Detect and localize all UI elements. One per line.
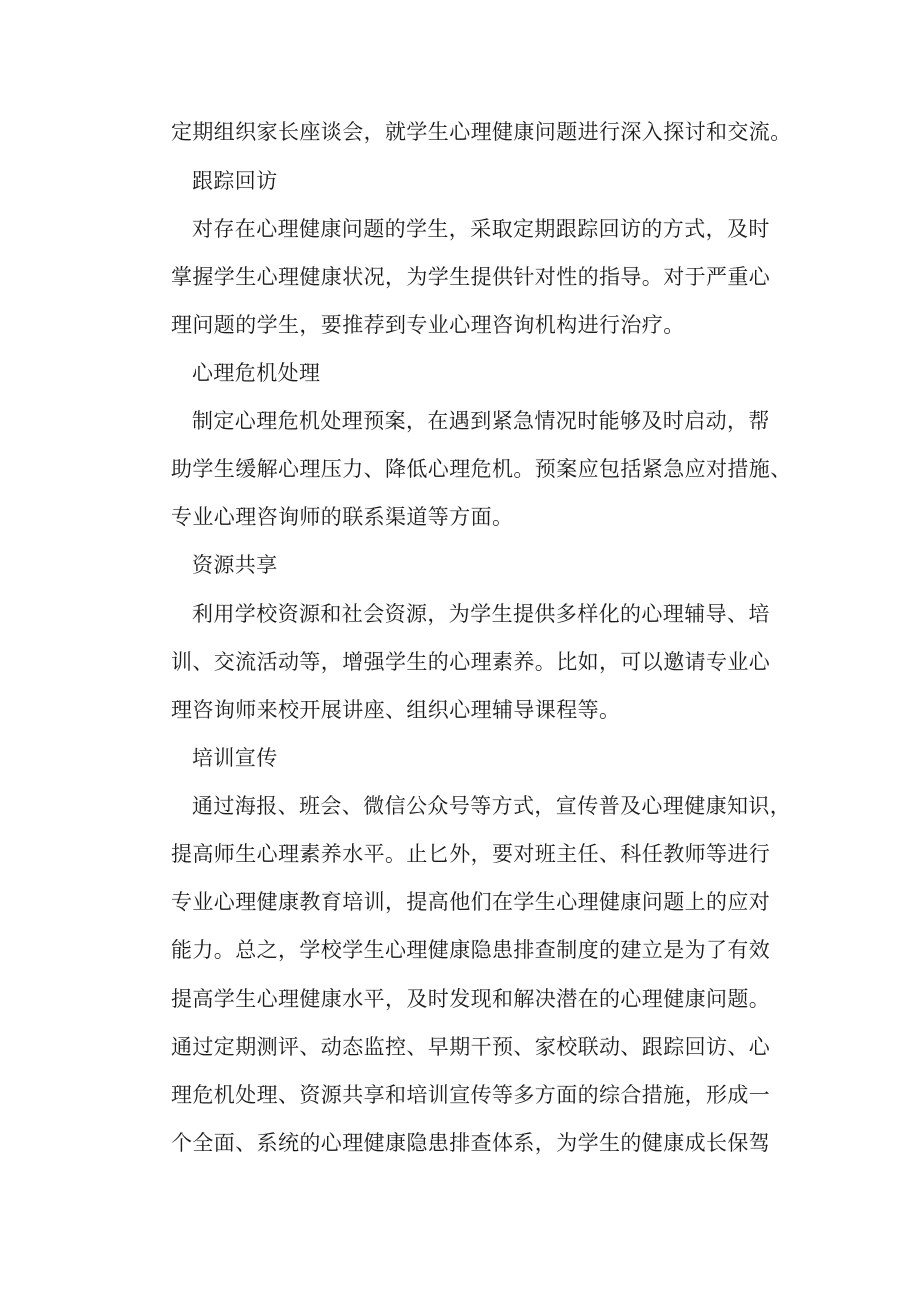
body-text-line: 能力。总之，学校学生心理健康隐患排查制度的建立是为了有效 — [171, 938, 771, 962]
body-text-line: 理问题的学生，要推荐到专业心理咨询机构进行治疗。 — [171, 313, 685, 337]
section-heading-followup: 跟踪回访 — [192, 169, 278, 193]
body-text-line: 掌握学生心理健康状况，为学生提供针对性的指导。对于严重心 — [171, 265, 771, 289]
body-text-line: 提高学生心理健康水平，及时发现和解决潜在的心理健康问题。 — [171, 987, 771, 1011]
body-text-line: 制定心理危机处理预案，在遇到紧急情况时能够及时启动，帮 — [192, 409, 770, 433]
body-text-line: 助学生缓解心理压力、降低心理危机。预案应包括紧急应对措施、 — [171, 457, 792, 481]
body-text-line: 定期组织家长座谈会，就学生心理健康问题进行深入探讨和交流。 — [171, 120, 792, 144]
body-text-line: 专业心理咨询师的联系渠道等方面。 — [171, 505, 514, 529]
body-text-line: 理危机处理、资源共享和培训宣传等多方面的综合措施，形成一 — [171, 1083, 771, 1107]
body-text-line: 通过定期测评、动态监控、早期干预、家校联动、跟踪回访、心 — [171, 1035, 771, 1059]
section-heading-crisis: 心理危机处理 — [192, 361, 321, 385]
body-text-line: 提高师生心理素养水平。止匕外，要对班主任、科任教师等进行 — [171, 842, 771, 866]
body-text-line: 对存在心理健康问题的学生，采取定期跟踪回访的方式，及时 — [192, 217, 770, 241]
section-heading-resources: 资源共享 — [192, 553, 278, 577]
body-text-line: 训、交流活动等，增强学生的心理素养。比如，可以邀请专业心 — [171, 650, 771, 674]
body-text-line: 个全面、系统的心理健康隐患排查体系，为学生的健康成长保驾 — [171, 1131, 771, 1155]
body-text-line: 专业心理健康教育培训，提高他们在学生心理健康问题上的应对 — [171, 890, 771, 914]
body-text-line: 理咨询师来校开展讲座、组织心理辅导课程等。 — [171, 698, 621, 722]
body-text-line: 利用学校资源和社会资源，为学生提供多样化的心理辅导、培 — [192, 602, 770, 626]
body-text-line: 通过海报、班会、微信公众号等方式，宣传普及心理健康知识， — [192, 794, 792, 818]
section-heading-training: 培训宣传 — [192, 746, 278, 770]
